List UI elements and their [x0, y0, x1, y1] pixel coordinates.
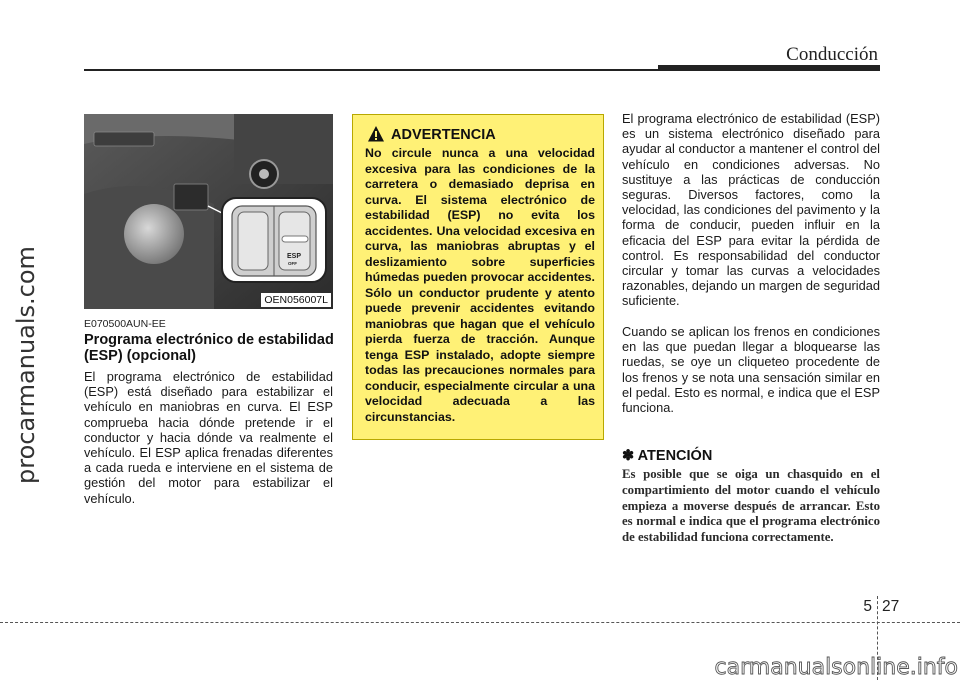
- warning-title: ADVERTENCIA: [391, 127, 496, 143]
- warning-triangle-icon: [367, 125, 385, 143]
- running-header-title: Conducción: [786, 44, 878, 65]
- footer-rule: [0, 622, 960, 623]
- section-code: E070500AUN-EE: [84, 318, 166, 330]
- section-body: El programa electrónico de estabilidad (ESP) está diseñado para estabilizar el vehículo en maniobras en curva. El ESP comprueba hacia dónde pretende ir el conductor y hacia dónde va realmente el vehículo. El ESP aplica frenadas diferentes a cada rueda e interviene en el sistema de gestión del motor para estabilizar el vehículo.: [84, 369, 333, 506]
- header-bar: [658, 65, 880, 71]
- dashboard-figure: [84, 114, 333, 309]
- esp-description-paragraph: El programa electrónico de estabilidad (ESP) es un sistema electrónico diseñado para ayudar al conductor a mantener el control del vehículo en condiciones adversas. No sustituye a las prácticas de conducción seguras. Diversos factores, como la velocidad, las condiciones del pavimento y la forma de conducir, pueden influir en la eficacia del ESP para evitar la pérdida de control. Es responsabilidad del conductor circular y tomar las curvas a velocidades razonables, dejando un margen de seguridad suficiente.: [622, 111, 880, 309]
- dashboard-illustration: [84, 114, 333, 309]
- section-heading: Programa electrónico de estabilidad (ESP) (opcional): [84, 332, 334, 364]
- notice-text: Es posible que se oiga un chasquido en el compartimiento del motor cuando el vehículo empieza a moverse después de arrancar. Esto es normal e indica que el programa electrónico de estabilidad funciona correctamente.: [622, 467, 880, 545]
- warning-box: [352, 114, 604, 440]
- figure-code: OEN056007L: [261, 293, 331, 307]
- page-number: 27: [882, 598, 900, 615]
- chapter-number: 5: [863, 598, 872, 615]
- esp-button-label: ESP: [287, 253, 302, 260]
- warning-text: No circule nunca a una velocidad excesiva para las condiciones de la carretera o demasiado deprisa en curva. El sistema electrónico de estabilidad (ESP) no evita los accidentes. Una velocidad excesiva en curva, las maniobras abruptas y el deslizamiento sobre superficies húmedas pueden provocar accidentes. Sólo un conductor prudente y atento puede prevenir accidentes evitando maniobras que hagan que el vehículo pierda fuerza de tracción. Aunque tenga ESP instalado, adopte siempre todas las precauciones normales para conducir, especialmente circular a una velocidad adecuada a las circunstancias.: [365, 146, 595, 424]
- notice-heading: ✽ ATENCIÓN: [622, 448, 713, 464]
- bottom-watermark: carmanualsonline.info: [714, 655, 958, 680]
- side-watermark-text: procarmanuals.com: [12, 246, 40, 484]
- braking-paragraph: Cuando se aplican los frenos en condiciones en las que puedan llegar a bloquearse las ruedas, se oye un cliqueteo procedente de los frenos y se nota una sensación similar en el pedal. Esto es normal, e indica que el ESP funciona.: [622, 324, 880, 416]
- header-rule: [84, 69, 658, 71]
- esp-button-sublabel: OFF: [288, 261, 297, 266]
- side-watermark: [4, 215, 48, 515]
